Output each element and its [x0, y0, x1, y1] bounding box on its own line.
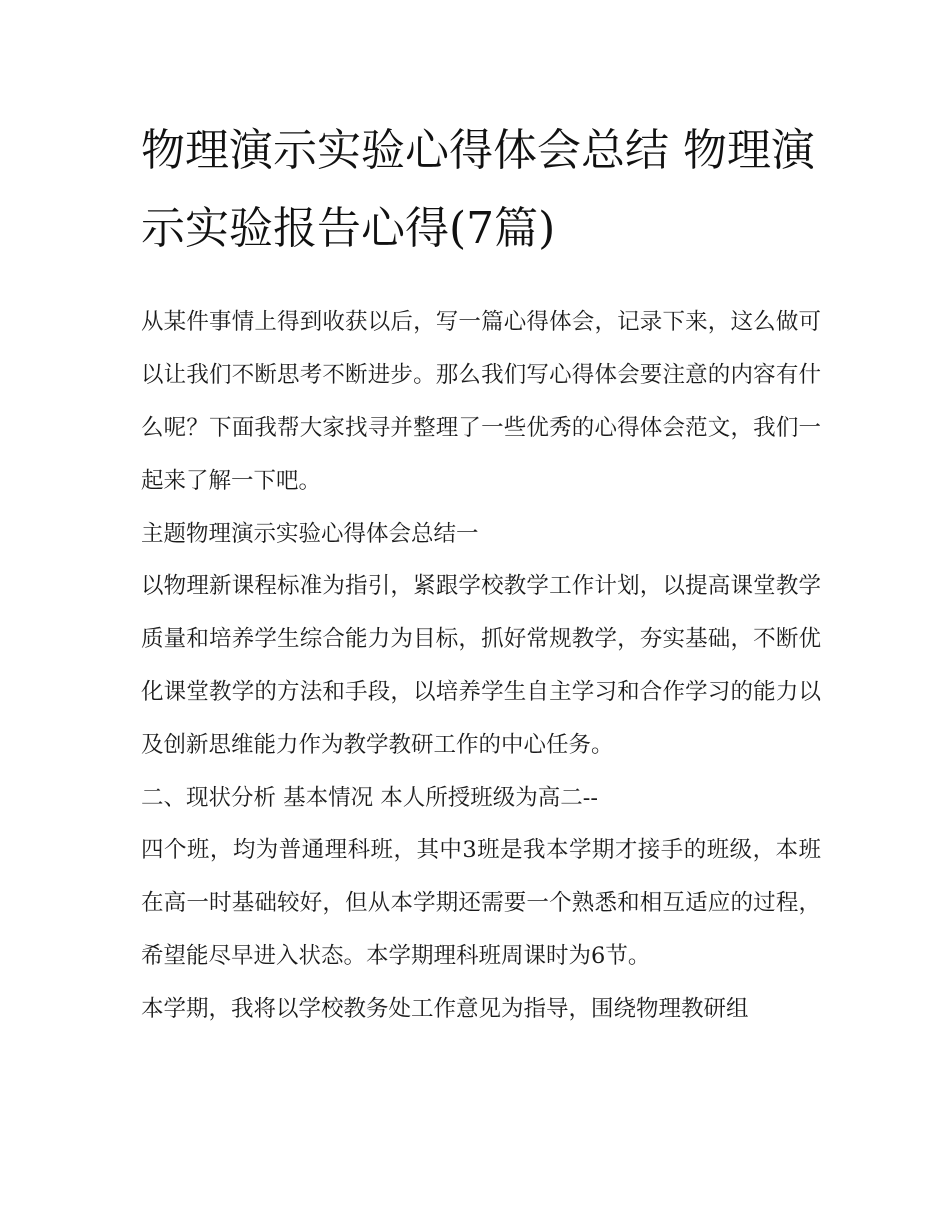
- document-body: [141, 296, 821, 1035]
- paragraph-class-info: 四个班，均为普通理科班，其中3班是我本学期才接手的班级，本班在高一时基础较好，但从本学期还需要一个熟悉和相互适应的过程，希望能尽早进入状态。本学期理科班周课时为6节。: [141, 837, 821, 969]
- paragraph-subtitle: 主题物理演示实验心得体会总结一: [141, 521, 479, 547]
- paragraph-situation-heading: 二、现状分析 基本情况 本人所授班级为高二--: [141, 785, 599, 811]
- document-content: [141, 112, 821, 1035]
- paragraph-guideline: 以物理新课程标准为指引，紧跟学校教学工作计划，以提高课堂教学质量和培养学生综合能力为目标，抓好常规教学，夯实基础，不断优化课堂教学的方法和手段，以培养学生自主学习和合作学习的能力以及创新思维能力作为教学教研工作的中心任务。: [141, 573, 821, 758]
- document-title: 物理演示实验心得体会总结 物理演示实验报告心得(7篇): [141, 125, 815, 254]
- paragraph-intro: 从某件事情上得到收获以后，写一篇心得体会，记录下来，这么做可以让我们不断思考不断进步。那么我们写心得体会要注意的内容有什么呢？下面我帮大家找寻并整理了一些优秀的心得体会范文，我们一起来了解一下吧。: [141, 309, 821, 494]
- paragraph-semester-plan: 本学期，我将以学校教务处工作意见为指导，围绕物理教研组: [141, 996, 749, 1022]
